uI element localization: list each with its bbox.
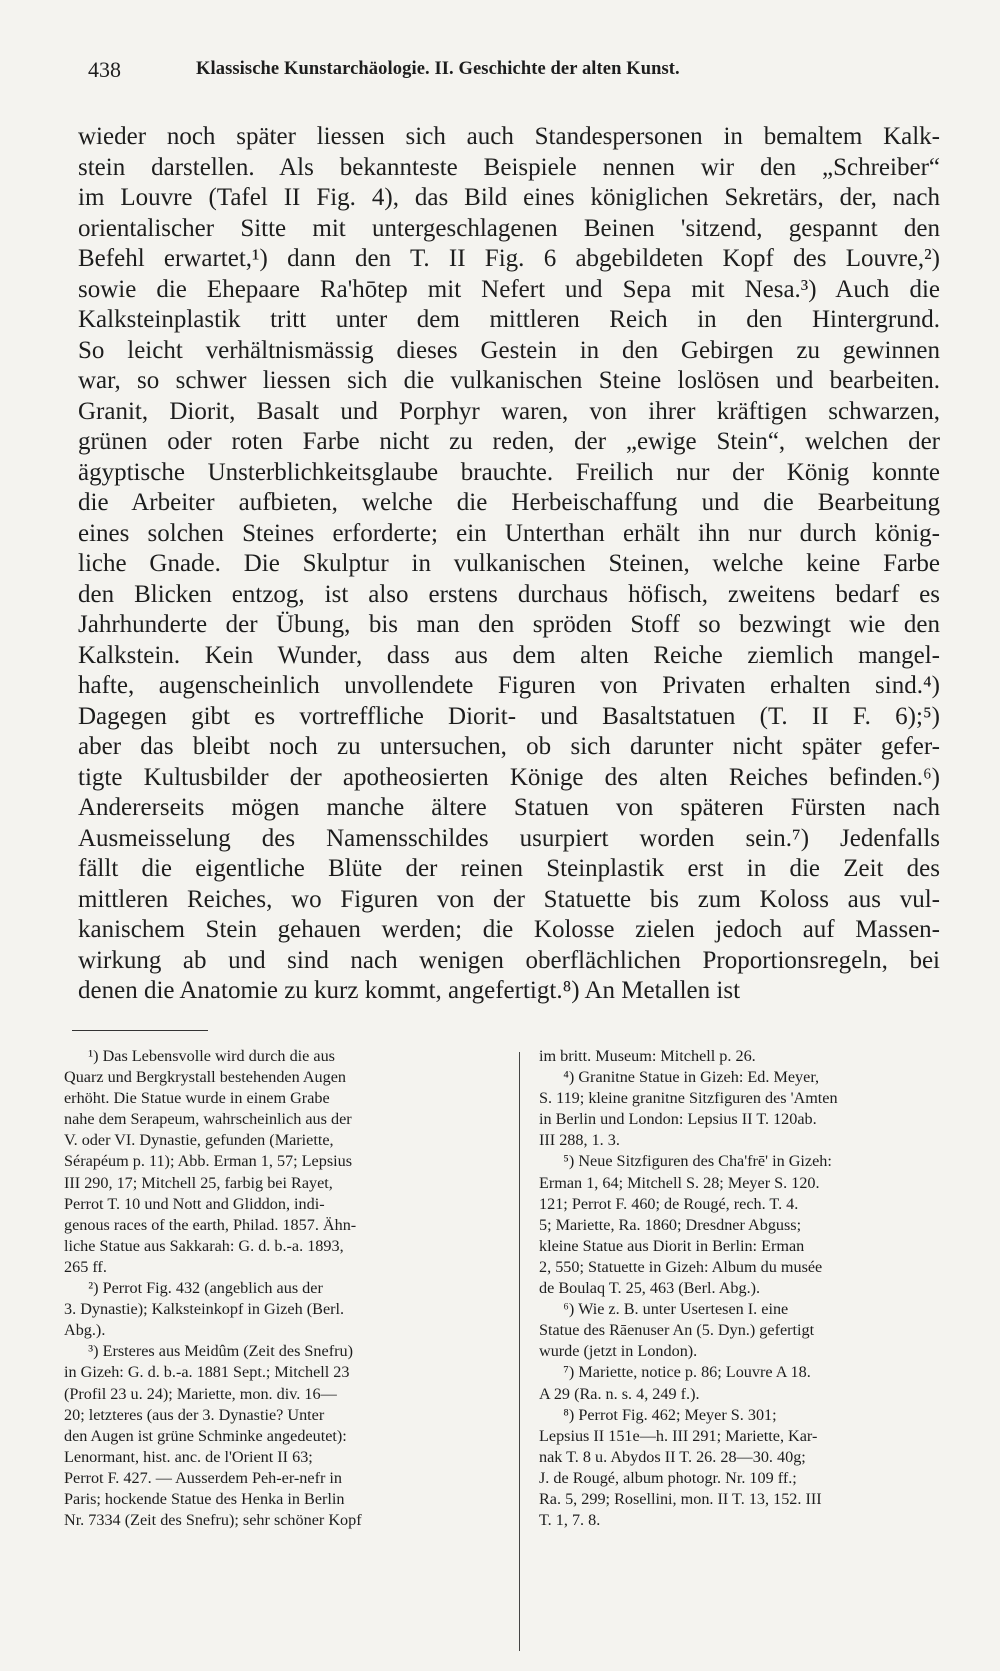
footnote-line: in Gizeh: G. d. b.-a. 1881 Sept.; Mitchell 23 [64, 1363, 350, 1382]
body-text-line: wirkung ab und sind nach wenigen oberflächlichen Proportionsregeln, bei [78, 946, 940, 974]
page-header [88, 57, 932, 87]
footnote-line: S. 119; kleine granitne Sitzfiguren des 'Amten [539, 1089, 838, 1108]
footnote-line: III 288, 1. 3. [539, 1131, 620, 1150]
body-text-line: orientalischer Sitte mit untergeschlagenen Beinen 'sitzend, gespannt den [78, 214, 940, 242]
footnote-line: ⁶) Wie z. B. unter Usertesen I. eine [539, 1300, 789, 1319]
footnote-line: ⁵) Neue Sitzfiguren des Cha'frē' in Gizeh: [539, 1152, 832, 1171]
footnote-line: Statue des Rāenuser An (5. Dyn.) gefertigt [539, 1321, 815, 1340]
footnote-line: 121; Perrot F. 460; de Rougé, rech. T. 4. [539, 1194, 799, 1213]
body-text-line: Dagegen gibt es vortreffliche Diorit- und Basaltstatuen (T. II F. 6);⁵) [78, 702, 940, 730]
body-text-line: mittleren Reiches, wo Figuren von der Statuette bis zum Koloss aus vul- [78, 885, 940, 913]
footnote-rule [72, 1030, 208, 1031]
footnote-line: Nr. 7334 (Zeit des Snefru); sehr schöner Kopf [64, 1511, 362, 1530]
body-text-line: Ausmeisselung des Namensschildes usurpiert worden sein.⁷) Jedenfalls [78, 824, 940, 852]
footnotes-right-column [539, 1046, 969, 1531]
footnote-line: kleine Statue aus Diorit in Berlin: Erman [539, 1236, 805, 1255]
footnote-line: 5; Mariette, Ra. 1860; Dresdner Abguss; [539, 1215, 802, 1234]
footnote-line: ⁸) Perrot Fig. 462; Meyer S. 301; [539, 1405, 777, 1424]
footnote-line: (Profil 23 u. 24); Mariette, mon. div. 16— [64, 1384, 337, 1403]
footnote-line: Erman 1, 64; Mitchell S. 28; Meyer S. 120. [539, 1173, 820, 1192]
running-title: Klassische Kunstarchäologie. II. Geschichte der alten Kunst. [196, 59, 680, 79]
footnote-line: Paris; hockende Statue des Henka in Berlin [64, 1489, 345, 1508]
body-text-line: grünen oder roten Farbe nicht zu reden, der „ewige Stein“, welchen der [78, 428, 940, 455]
footnote-line: Perrot T. 10 und Nott and Gliddon, indi- [64, 1194, 325, 1213]
footnote-line: 20; letzteres (aus der 3. Dynastie? Unter [64, 1405, 325, 1424]
footnote-line: III 290, 17; Mitchell 25, farbig bei Rayet, [64, 1173, 333, 1192]
main-text [78, 122, 940, 1007]
footnote-line: Ra. 5, 299; Rosellini, mon. II T. 13, 152. III [539, 1489, 822, 1508]
footnote-line: liche Statue aus Sakkarah: G. d. b.-a. 1893, [64, 1236, 344, 1255]
footnote-line: im britt. Museum: Mitchell p. 26. [539, 1047, 756, 1065]
footnote-line: 265 ff. [64, 1257, 107, 1276]
footnotes-left-column [64, 1046, 504, 1531]
body-text-line: Granit, Diorit, Basalt und Porphyr waren, von ihrer kräftigen schwarzen, [78, 397, 940, 425]
footnote-line: Perrot F. 427. — Ausserdem Peh-er-nefr in [64, 1468, 343, 1487]
footnote-line: genous races of the earth, Philad. 1857. Ähn- [64, 1215, 357, 1234]
body-text-line: hafte, augenscheinlich unvollendete Figuren von Privaten erhalten sind.⁴) [78, 672, 940, 699]
footnote-line: J. de Rougé, album photogr. Nr. 109 ff.; [539, 1468, 797, 1487]
footnote-line: Sérapéum p. 11); Abb. Erman 1, 57; Lepsius [64, 1152, 353, 1171]
body-text-line: Kalksteinplastik tritt unter dem mittleren Reich in den Hintergrund. [78, 306, 940, 333]
body-text-line: So leicht verhältnismässig dieses Gestein in den Gebirgen zu gewinnen [78, 336, 940, 364]
footnote-line: Lepsius II 151e—h. III 291; Mariette, Kar- [539, 1426, 818, 1445]
body-text-line: den Blicken entzog, ist also erstens durchaus höfisch, zweitens bedarf es [78, 580, 940, 608]
footnote-line: nahe dem Serapeum, wahrscheinlich aus der [64, 1110, 352, 1129]
body-text-line: die Arbeiter aufbieten, welche die Herbeischaffung und die Bearbeitung [78, 489, 940, 516]
footnote-line: in Berlin und London: Lepsius II T. 120ab. [539, 1110, 817, 1129]
footnote-line: wurde (jetzt in London). [539, 1342, 698, 1361]
footnote-line: A 29 (Ra. n. s. 4, 249 f.). [539, 1384, 700, 1403]
footnote-line: den Augen ist grüne Schminke angedeutet): [64, 1426, 347, 1445]
footnote-line: ⁷) Mariette, notice p. 86; Louvre A 18. [539, 1363, 811, 1382]
body-text-line: eines solchen Steines erforderte; ein Unterthan erhält ihn nur durch könig- [78, 519, 940, 547]
footnote-line: Abg.). [64, 1321, 106, 1340]
footnote-line: 3. Dynastie); Kalksteinkopf in Gizeh (Berl. [64, 1300, 345, 1319]
body-text-line: fällt die eigentliche Blüte der reinen Steinplastik erst in die Zeit des [78, 855, 940, 882]
body-text-line: tigte Kultusbilder der apotheosierten Könige des alten Reiches befinden.⁶) [78, 763, 940, 791]
page-number: 438 [88, 57, 121, 82]
footnote-line: nak T. 8 u. Abydos II T. 26. 28—30. 40g; [539, 1447, 806, 1466]
footnote-line: ¹) Das Lebensvolle wird durch die aus [64, 1047, 335, 1065]
footnote-line: Lenormant, hist. anc. de l'Orient II 63; [64, 1447, 313, 1466]
body-text-line: im Louvre (Tafel II Fig. 4), das Bild eines königlichen Sekretärs, der, nach [78, 184, 940, 211]
body-text-line: denen die Anatomie zu kurz kommt, angefertigt.⁸) An Metallen ist [78, 977, 741, 1004]
footnote-line: de Boulaq T. 25, 463 (Berl. Abg.). [539, 1279, 761, 1298]
footnote-line: ⁴) Granitne Statue in Gizeh: Ed. Meyer, [539, 1068, 820, 1087]
footnote-line: ³) Ersteres aus Meidûm (Zeit des Snefru) [64, 1342, 353, 1361]
footnote-line: erhöht. Die Statue wurde in einem Grabe [64, 1089, 330, 1108]
footnote-line: ²) Perrot Fig. 432 (angeblich aus der [64, 1279, 323, 1298]
body-text-line: Kalkstein. Kein Wunder, dass aus dem alten Reiche ziemlich mangel- [78, 641, 940, 669]
body-text-line: Befehl erwartet,¹) dann den T. II Fig. 6 abgebildeten Kopf des Louvre,²) [78, 245, 940, 272]
footnote-line: Quarz und Bergkrystall bestehenden Augen [64, 1068, 347, 1087]
footnote-line: V. oder VI. Dynastie, gefunden (Mariette, [64, 1131, 334, 1150]
body-text-line: liche Gnade. Die Skulptur in vulkanischen Steinen, welche keine Farbe [78, 550, 940, 577]
body-text-line: ägyptische Unsterblichkeitsglaube brauchte. Freilich nur der König konnte [78, 458, 940, 486]
body-text-line: Andererseits mögen manche ältere Statuen von späteren Fürsten nach [78, 794, 940, 821]
footnote-line: T. 1, 7. 8. [539, 1511, 601, 1530]
column-separator [519, 1052, 520, 1651]
body-text-line: stein darstellen. Als bekannteste Beispiele nennen wir den „Schreiber“ [78, 153, 940, 181]
footnote-line: 2, 550; Statuette in Gizeh: Album du musée [539, 1257, 823, 1276]
body-text-line: Jahrhunderte der Übung, bis man den spröden Stoff so bezwingt wie den [78, 611, 940, 638]
body-text-line: aber das bleibt noch zu untersuchen, ob sich darunter nicht später gefer- [78, 733, 940, 760]
body-text-line: kanischem Stein gehauen werden; die Kolosse zielen jedoch auf Massen- [78, 916, 940, 943]
body-text-line: war, so schwer liessen sich die vulkanischen Steine loslösen und bearbeiten. [78, 367, 940, 394]
body-text-line: sowie die Ehepaare Ra'hōtep mit Nefert und Sepa mit Nesa.³) Auch die [78, 275, 940, 303]
body-text-line: wieder noch später liessen sich auch Standespersonen in bemaltem Kalk- [78, 123, 940, 150]
